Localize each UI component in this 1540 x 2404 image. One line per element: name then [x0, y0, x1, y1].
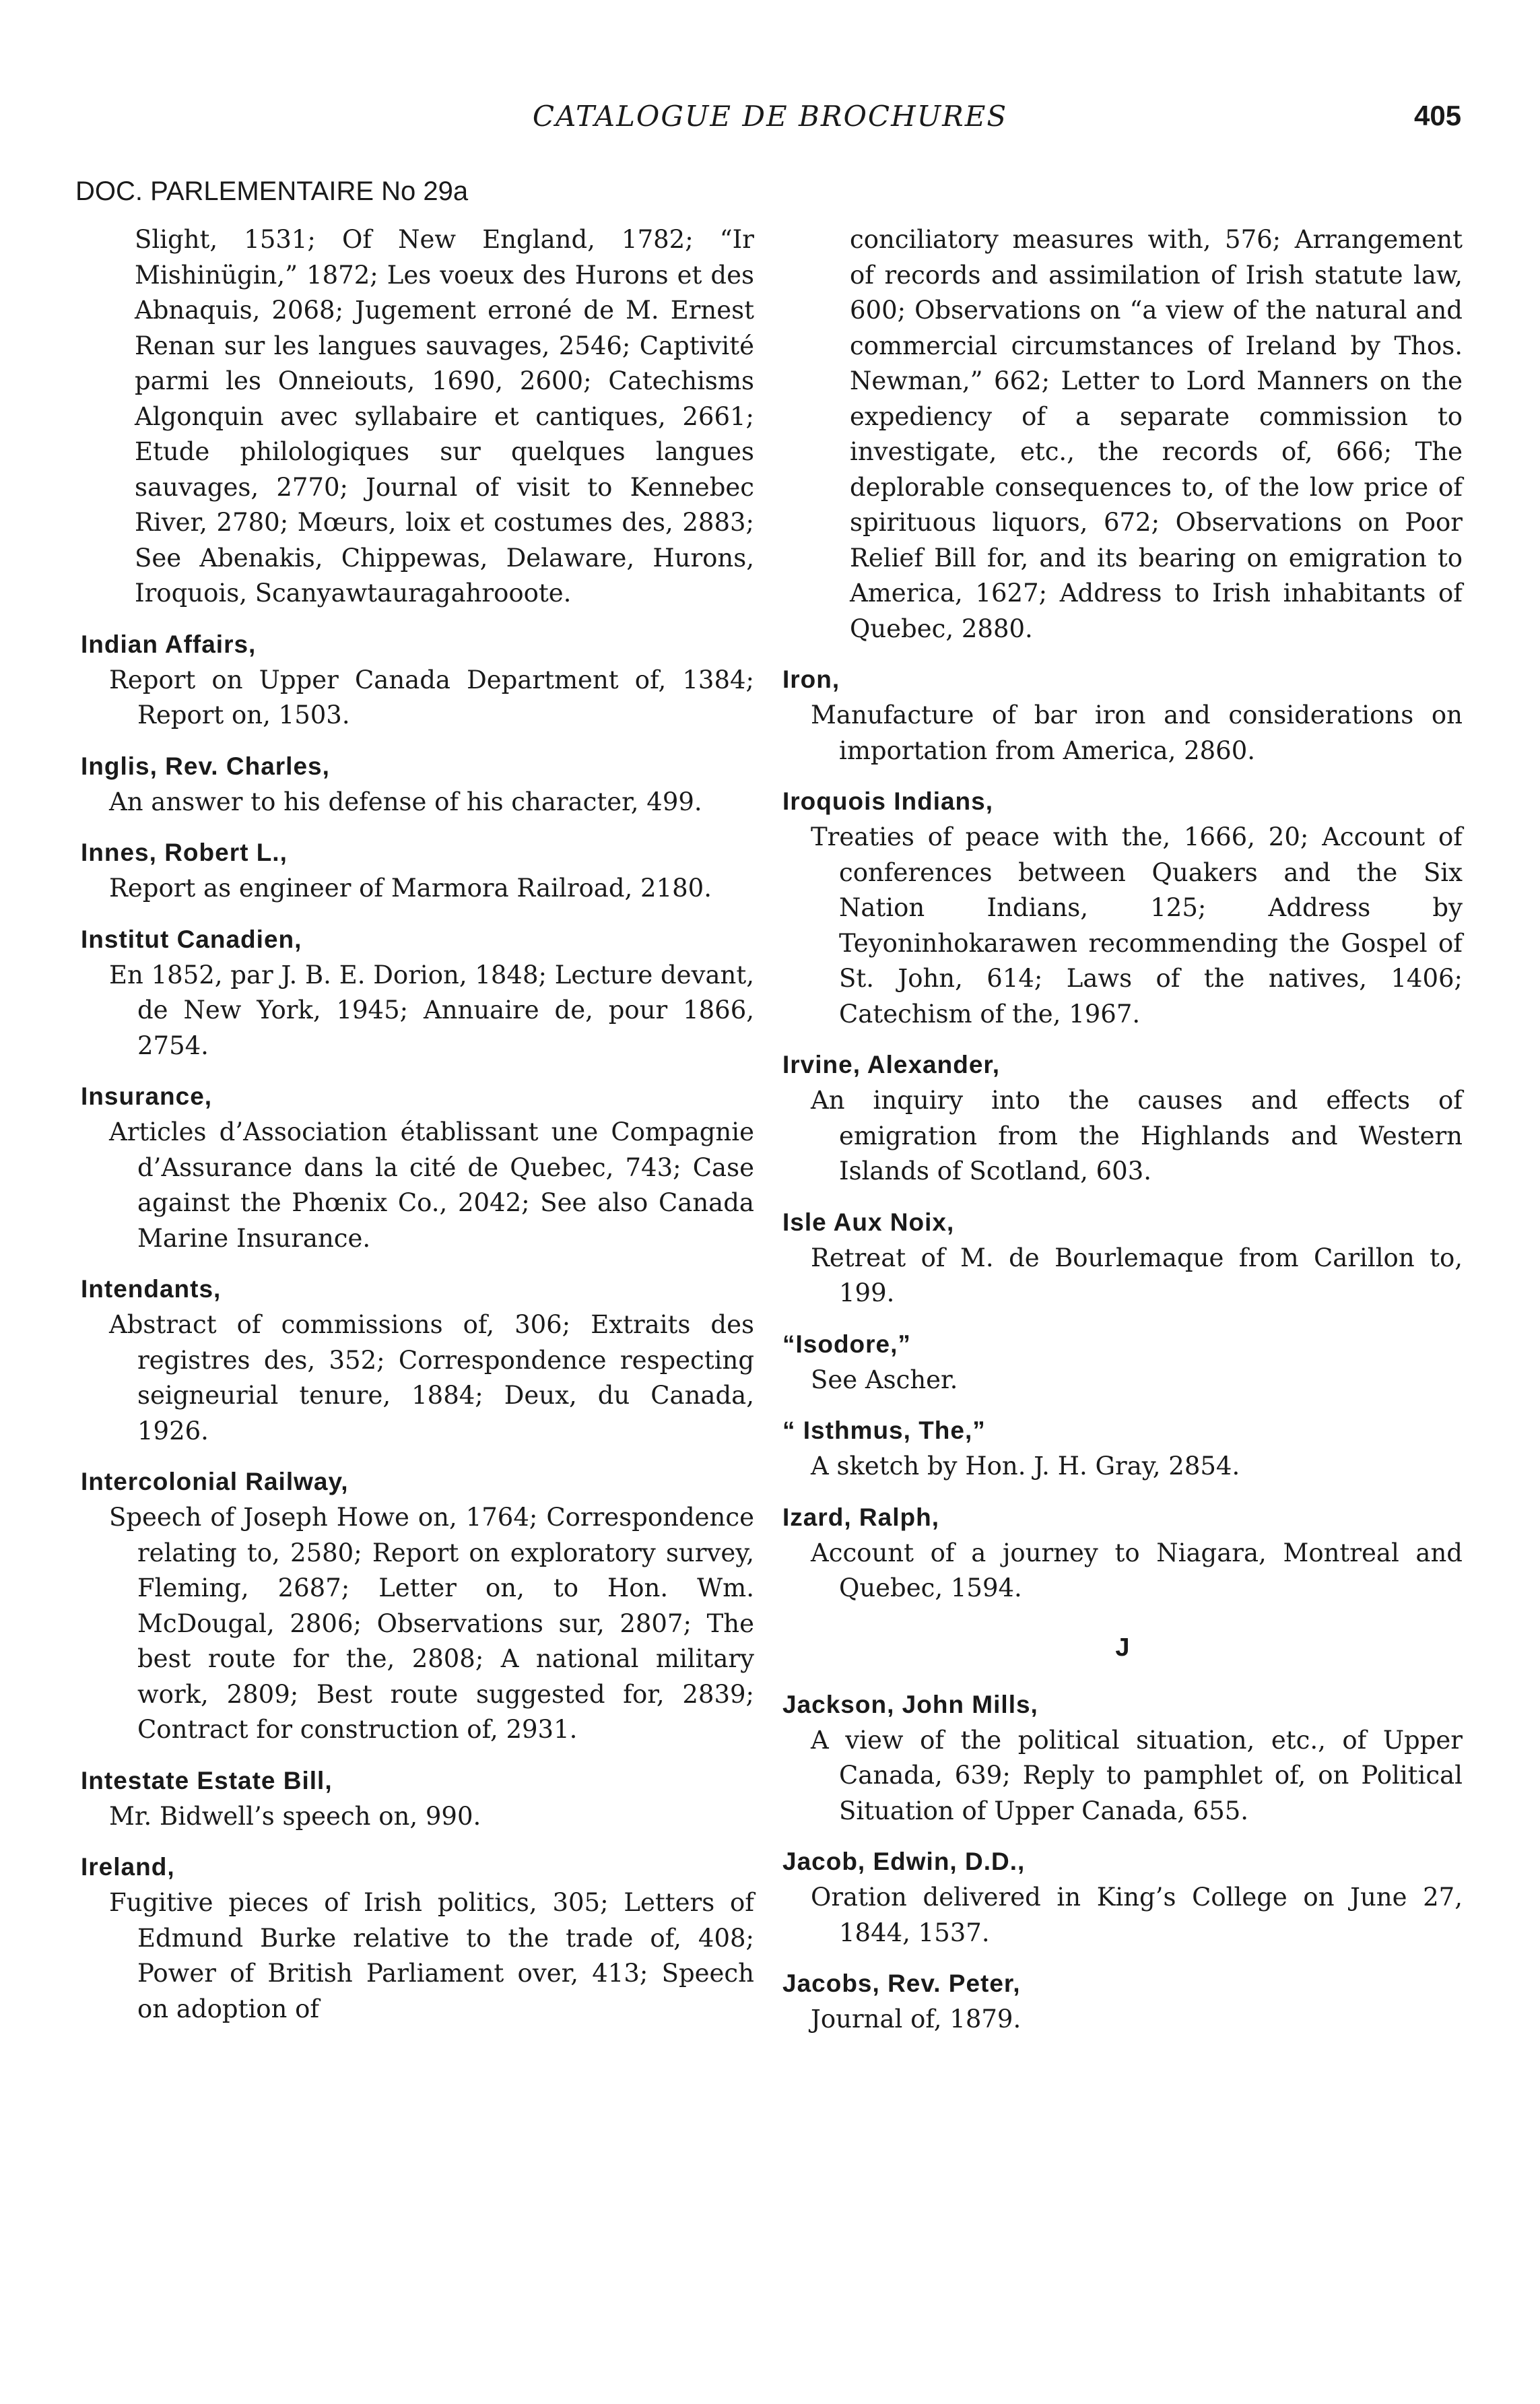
entry-heading: Insurance,: [81, 1082, 213, 1110]
entry-heading: Intestate Estate Bill,: [81, 1766, 333, 1794]
entry-text: Report on Upper Canada Department of, 1384; Report on, 1503.: [109, 665, 754, 729]
entry-text: Retreat of M. de Bourlemaque from Carillon to, 199.: [811, 1243, 1463, 1307]
index-entry: [81, 1271, 754, 1449]
index-entry: [81, 1849, 754, 2027]
index-entry: [782, 783, 1463, 1032]
entry-heading: Izard, Ralph,: [782, 1503, 939, 1531]
index-entry: [782, 1326, 1463, 1398]
entry-heading: Inglis, Rev. Charles,: [81, 752, 330, 780]
entry-heading: Iroquois Indians,: [782, 787, 994, 815]
index-entry: [81, 1464, 754, 1748]
index-entry: [782, 1966, 1463, 2038]
index-entry: [81, 835, 754, 907]
entry-heading: Ireland,: [81, 1853, 175, 1881]
entry-text: Mr. Bidwell’s speech on, 990.: [109, 1801, 481, 1831]
index-entry: [81, 626, 754, 734]
entry-text: Journal of, 1879.: [811, 2005, 1022, 2034]
index-entry: [782, 1204, 1463, 1311]
index-entry: [81, 1078, 754, 1256]
entry-text: Account of a journey to Niagara, Montreal and Quebec, 1594.: [811, 1538, 1463, 1602]
index-entry: [782, 1499, 1463, 1606]
entry-text: An inquiry into the causes and effects of emigration from the Highlands and Western Islands of Scotland, 603.: [811, 1086, 1463, 1185]
entry-text: Articles d’Association établissant une Compagnie d’Assurance dans la cité de Quebec, 743; Case against the Phœnix Co., 2042; See also Canada Marine Insurance.: [109, 1117, 754, 1253]
continuation-text: conciliatory measures with, 576; Arrangement of records and assimilation of Irish statute law, 600; Observations on “a view of the natural and commercial circumstances of Ireland by Thos. Newman,” 662; Letter to Lord Manners on the expediency of a separate commission to investigate, etc., the records of, 666; The deplorable consequences to, of the low price of spirituous liquors, 672; Observations on Poor Relief Bill for, and its bearing on emigration to America, 1627; Address to Irish inhabitants of Quebec, 2880.: [850, 225, 1463, 643]
index-entry: [81, 748, 754, 820]
entry-heading: Jacobs, Rev. Peter,: [782, 1970, 1021, 1997]
entry-heading: “ Isthmus, The,”: [782, 1417, 986, 1444]
entry-heading: Innes, Robert L.,: [81, 839, 288, 866]
entry-text: En 1852, par J. B. E. Dorion, 1848; Lecture devant, de New York, 1945; Annuaire de, pour 1866, 2754.: [109, 960, 754, 1060]
right-column: [782, 222, 1463, 2052]
entry-text: Fugitive pieces of Irish politics, 305; Letters of Edmund Burke relative to the trade of, 408; Power of British Parliament over, 413; Speech on adoption of: [109, 1888, 754, 2023]
entry-heading: Intendants,: [81, 1275, 222, 1303]
entry-heading: Isle Aux Noix,: [782, 1208, 955, 1236]
entry-text: An answer to his defense of his character, 499.: [109, 787, 702, 816]
index-entry: [81, 921, 754, 1064]
index-entry: [782, 1844, 1463, 1951]
entry-heading: Indian Affairs,: [81, 630, 257, 658]
entry-text: Manufacture of bar iron and considerations on importation from America, 2860.: [811, 701, 1463, 765]
entry-text: Oration delivered in King’s College on June 27, 1844, 1537.: [811, 1883, 1463, 1947]
index-entry: [782, 661, 1463, 769]
entry-text: Speech of Joseph Howe on, 1764; Correspondence relating to, 2580; Report on exploratory survey, Fleming, 2687; Letter on, to Hon. Wm. McDougal, 2806; Observations sur, 2807; The best route for the, 2808; A national military work, 2809; Best route suggested for, 2839; Contract for construction of, 2931.: [109, 1503, 754, 1744]
entry-heading: Intercolonial Railway,: [81, 1468, 349, 1495]
entry-text: A sketch by Hon. J. H. Gray, 2854.: [811, 1452, 1240, 1481]
entry-text: Report as engineer of Marmora Railroad, 2180.: [109, 874, 712, 903]
index-entry: [782, 1687, 1463, 1829]
section-letter-heading: J: [1115, 1633, 1130, 1662]
left-column: [81, 222, 754, 2042]
entry-text: A view of the political situation, etc., of Upper Canada, 639; Reply to pamphlet of, on Political Situation of Upper Canada, 655.: [811, 1725, 1463, 1825]
continuation-text: Slight, 1531; Of New England, 1782; “Ir Mishinügin,” 1872; Les voeux des Hurons et des Abnaquis, 2068; Jugement erroné de M. Ernest Renan sur les langues sauvages, 2546; Captivité parmi les Onneiouts, 1690, 2600; Catechisms Algonquin avec syllabaire et cantiques, 2661; Etude philologiques sur quelques langues sauvages, 2770; Journal of visit to Kennebec River, 2780; Mœurs, loix et costumes des, 2883; See Abenakis, Chippewas, Delaware, Hurons, Iroquois, Scanyawtauragahrooote.: [135, 225, 754, 608]
entry-text: See Ascher.: [811, 1365, 958, 1394]
document-label: DOC. PARLEMENTAIRE No 29a: [75, 176, 469, 206]
entry-heading: Jackson, John Mills,: [782, 1690, 1038, 1718]
running-head-title: CATALOGUE DE BROCHURES: [532, 100, 1008, 133]
entry-text: Treaties of peace with the, 1666, 20; Account of conferences between Quakers and the Six Nation Indians, 125; Address by Teyoninhokarawen recommending the Gospel of St. John, 614; Laws of the natives, 1406; Catechism of the, 1967.: [811, 822, 1463, 1029]
index-entry: [81, 1763, 754, 1835]
entry-heading: Jacob, Edwin, D.D.,: [782, 1848, 1026, 1875]
entry-heading: Iron,: [782, 665, 840, 693]
entry-heading: Institut Canadien,: [81, 925, 302, 953]
page-number: 405: [1414, 100, 1462, 131]
index-entry: [782, 1047, 1463, 1190]
index-entry: [782, 1412, 1463, 1485]
entry-heading: “Isodore,”: [782, 1330, 911, 1358]
entry-text: Abstract of commissions of, 306; Extraits des registres des, 352; Correspondence respecting seigneurial tenure, 1884; Deux, du Canada, 1926.: [109, 1310, 754, 1445]
entry-heading: Irvine, Alexander,: [782, 1051, 1001, 1078]
